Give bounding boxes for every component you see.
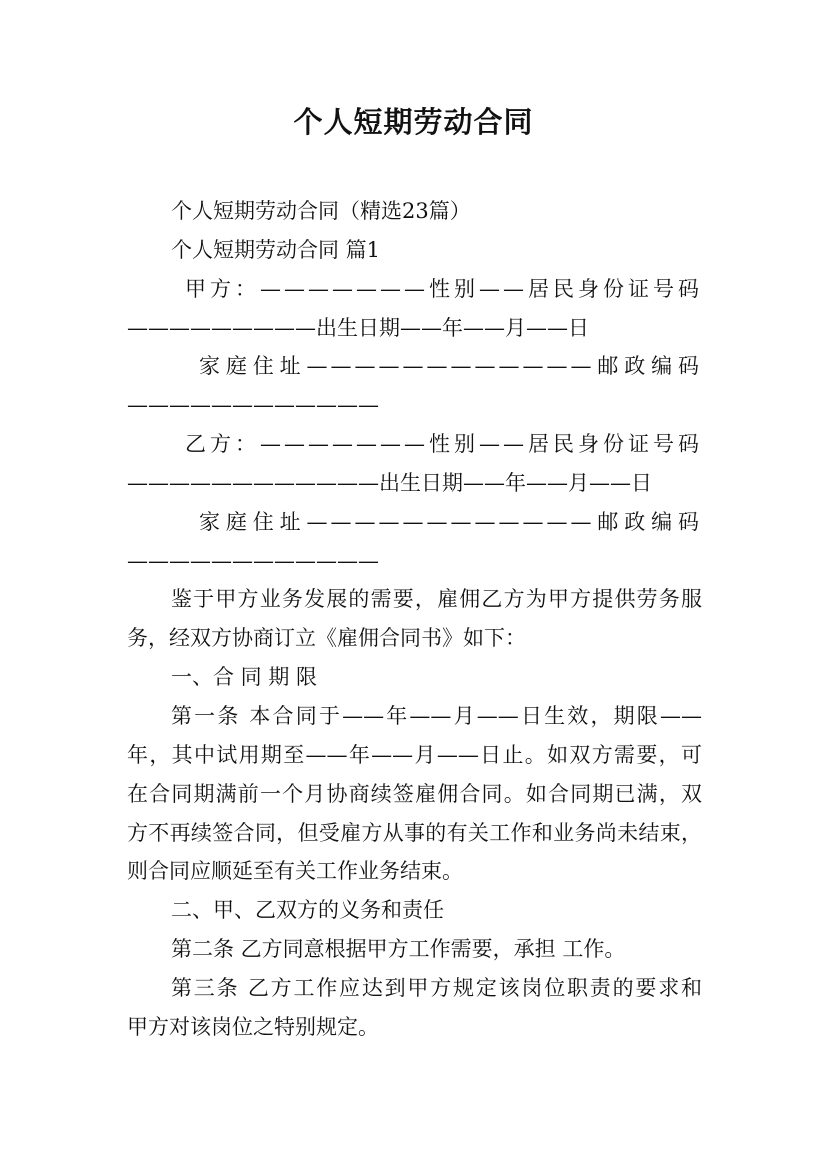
paragraph-line: 年，其中试用期至——年——月——日止。如双方需要，可	[127, 743, 702, 767]
party-a-address-line: 家庭住址————————————邮政编码	[199, 354, 702, 378]
party-b-address-line: 家庭住址————————————邮政编码	[199, 510, 702, 534]
paragraph-line: 鉴于甲方业务发展的需要，雇佣乙方为甲方提供劳务服	[171, 587, 702, 611]
section-heading: 个人短期劳动合同 篇1	[171, 238, 381, 262]
paragraph-line: 则合同应顺延至有关工作业务结束。	[127, 859, 463, 883]
section-heading: 二、甲、乙双方的义务和责任	[171, 898, 444, 922]
party-a-line-2: —————————出生日期——年——月——日	[127, 316, 589, 340]
party-a-postcode-line: ————————————	[127, 393, 379, 417]
subtitle-line: 个人短期劳动合同（精选23篇）	[171, 199, 471, 223]
paragraph-line: 第三条 乙方工作应达到甲方规定该岗位职责的要求和	[171, 976, 702, 1000]
paragraph-line: 务，经双方协商订立《雇佣合同书》如下：	[127, 626, 526, 650]
party-b-line-2: ————————————出生日期——年——月——日	[127, 471, 652, 495]
paragraph-line: 在合同期满前一个月协商续签雇佣合同。如合同期已满，双	[127, 782, 702, 806]
section-heading: 一、合 同 期 限	[171, 665, 318, 689]
party-b-line-1: 乙方：———————性别——居民身份证号码	[185, 432, 702, 456]
party-b-postcode-line: ————————————	[127, 549, 379, 573]
party-a-line-1: 甲方：———————性别——居民身份证号码	[185, 277, 702, 301]
paragraph-line: 第一条 本合同于——年——月——日生效，期限——	[171, 704, 702, 728]
paragraph-line: 甲方对该岗位之特别规定。	[127, 1015, 379, 1039]
paragraph-line: 方不再续签合同，但受雇方从事的有关工作和业务尚未结束，	[127, 821, 702, 845]
document-title: 个人短期劳动合同	[293, 105, 534, 139]
paragraph-line: 第二条 乙方同意根据甲方工作需要，承担 工作。	[171, 937, 626, 961]
